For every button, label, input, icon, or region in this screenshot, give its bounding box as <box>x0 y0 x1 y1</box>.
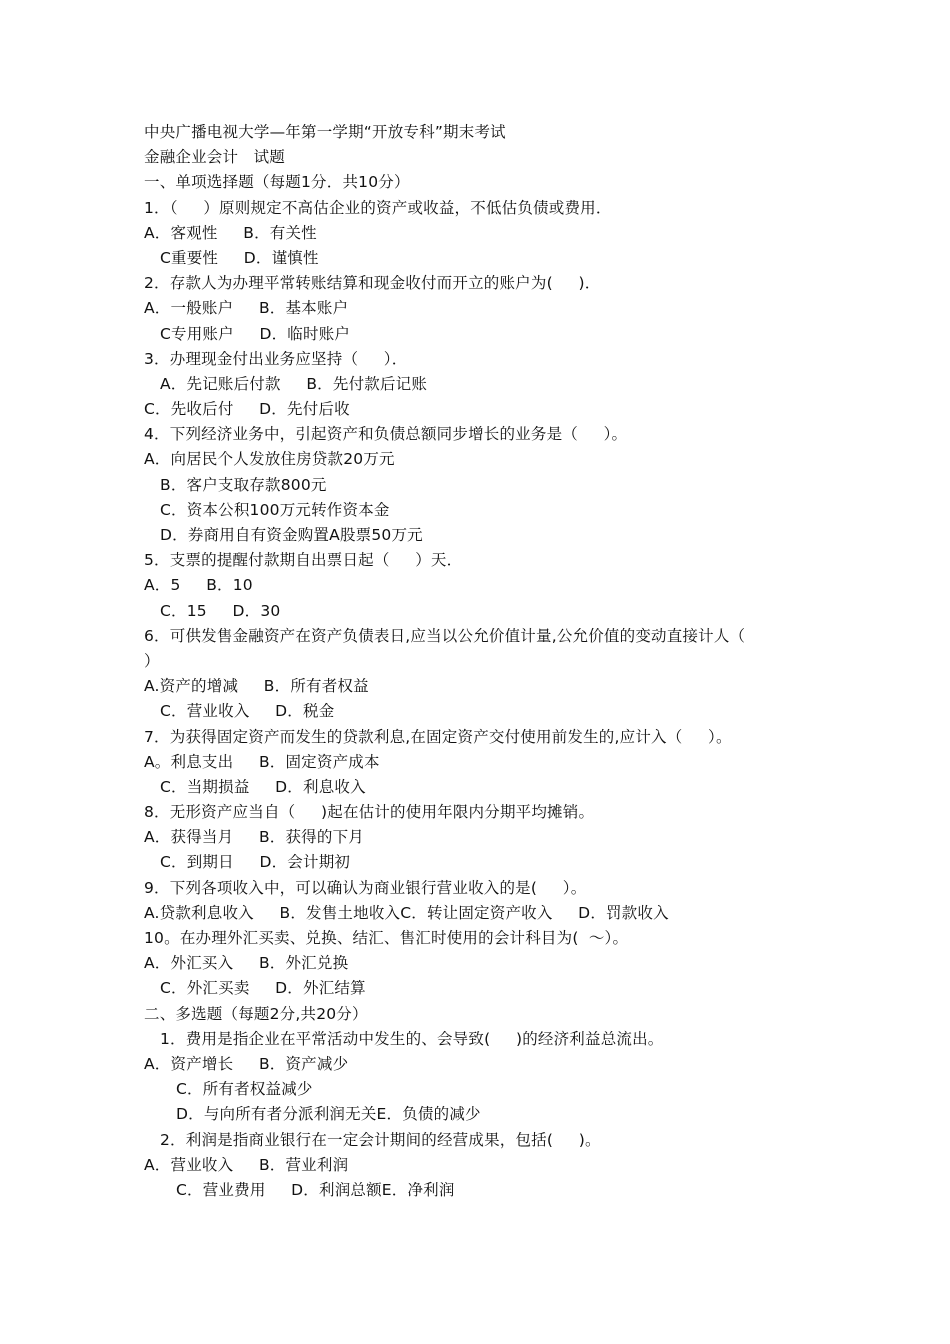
question-3: 3．办理现金付出业务应坚持（ ）． <box>144 349 408 368</box>
question-2-options-ab: A．一般账户 B．基本账户 <box>144 299 349 318</box>
question-7: 7．为获得固定资产而发生的贷款利息,在固定资产交付使用前发生的,应计入（ ）。 <box>144 727 732 746</box>
multi-question-1: 1．费用是指企业在平常活动中发生的、会导致( )的经济利益总流出。 <box>160 1029 664 1048</box>
question-8: 8．无形资产应当自（ )起在估计的使用年限内分期平均摊销。 <box>144 803 595 822</box>
question-5-options-cd: C．15 D．30 <box>160 601 281 620</box>
question-1-options-ab: A．客观性 B．有关性 <box>144 223 317 242</box>
section-heading-multiple-choice: 二、多选题（每题2分,共20分） <box>144 1004 368 1023</box>
multi-question-1-options-ab: A．资产增长 B．资产减少 <box>144 1054 349 1073</box>
question-5: 5．支票的提醒付款期自出票日起（ ）天． <box>144 551 463 570</box>
section-heading-single-choice: 一、单项选择题（每题1分．共10分） <box>144 173 410 192</box>
question-2-options-cd: C专用账户 D．临时账户 <box>160 324 351 343</box>
exam-subject: 金融企业会计 试题 <box>144 148 285 167</box>
question-6-options-ab: A.资产的增减 B．所有者权益 <box>144 677 369 696</box>
multi-question-1-option-c: C．所有者权益减少 <box>176 1080 313 1099</box>
multi-question-1-options-de: D．与向所有者分派利润无关E．负债的减少 <box>176 1105 481 1124</box>
question-5-options-ab: A．5 B．10 <box>144 576 253 595</box>
question-10-options-cd: C．外汇买卖 D．外汇结算 <box>160 979 366 998</box>
question-7-options-ab: A。利息支出 B．固定资产成本 <box>144 752 380 771</box>
question-4-option-a: A．向居民个人发放住房贷款20万元 <box>144 450 395 469</box>
question-4: 4．下列经济业务中，引起资产和负债总额同步增长的业务是（ ）。 <box>144 425 628 444</box>
question-4-option-c: C．资本公积100万元转作资本金 <box>160 500 390 519</box>
exam-title: 中央广播电视大学—年第一学期“开放专科”期末考试 <box>144 123 506 141</box>
question-4-option-b: B．客户支取存款800元 <box>160 475 327 494</box>
question-8-options-ab: A．获得当月 B．获得的下月 <box>144 828 364 847</box>
question-1-options-cd: C重要性 D．谨慎性 <box>160 248 319 267</box>
question-3-options-ab: A．先记账后付款 B．先付款后记账 <box>160 374 428 393</box>
question-2: 2．存款人为办理平常转账结算和现金收付而开立的账户为( )． <box>144 274 601 293</box>
question-10-options-ab: A．外汇买入 B．外汇兑换 <box>144 954 349 973</box>
question-6-options-cd: C．营业收入 D．税金 <box>160 702 335 721</box>
question-6-continuation: ） <box>144 651 160 670</box>
question-10: 10。在办理外汇买卖、兑换、结汇、售汇时使用的会计科目为( ～）。 <box>144 929 629 947</box>
question-8-options-cd: C．到期日 D．会计期初 <box>160 853 351 872</box>
question-4-option-d: D．券商用自有资金购置A股票50万元 <box>160 526 423 544</box>
question-3-options-cd: C．先收后付 D．先付后收 <box>144 400 350 419</box>
multi-question-2: 2．利润是指商业银行在一定会计期间的经营成果，包括( )。 <box>160 1130 601 1149</box>
question-6: 6．可供发售金融资产在资产负债表日,应当以公允价值计量,公允价值的变动直接计人（ <box>144 626 746 645</box>
question-1: 1．（ ）原则规定不高估企业的资产或收益，不低估负债或费用． <box>144 198 612 217</box>
multi-question-2-options-cde: C．营业费用 D．利润总额E．净利润 <box>176 1180 455 1199</box>
question-9: 9．下列各项收入中，可以确认为商业银行营业收入的是( ）。 <box>144 878 587 897</box>
multi-question-2-options-ab: A．营业收入 B．营业利润 <box>144 1155 349 1174</box>
exam-content <box>144 120 834 1203</box>
question-7-options-cd: C．当期损益 D．利息收入 <box>160 777 366 796</box>
question-9-options: A.贷款利息收入 B．发售土地收入C．转让固定资产收入 D．罚款收入 <box>144 903 669 922</box>
